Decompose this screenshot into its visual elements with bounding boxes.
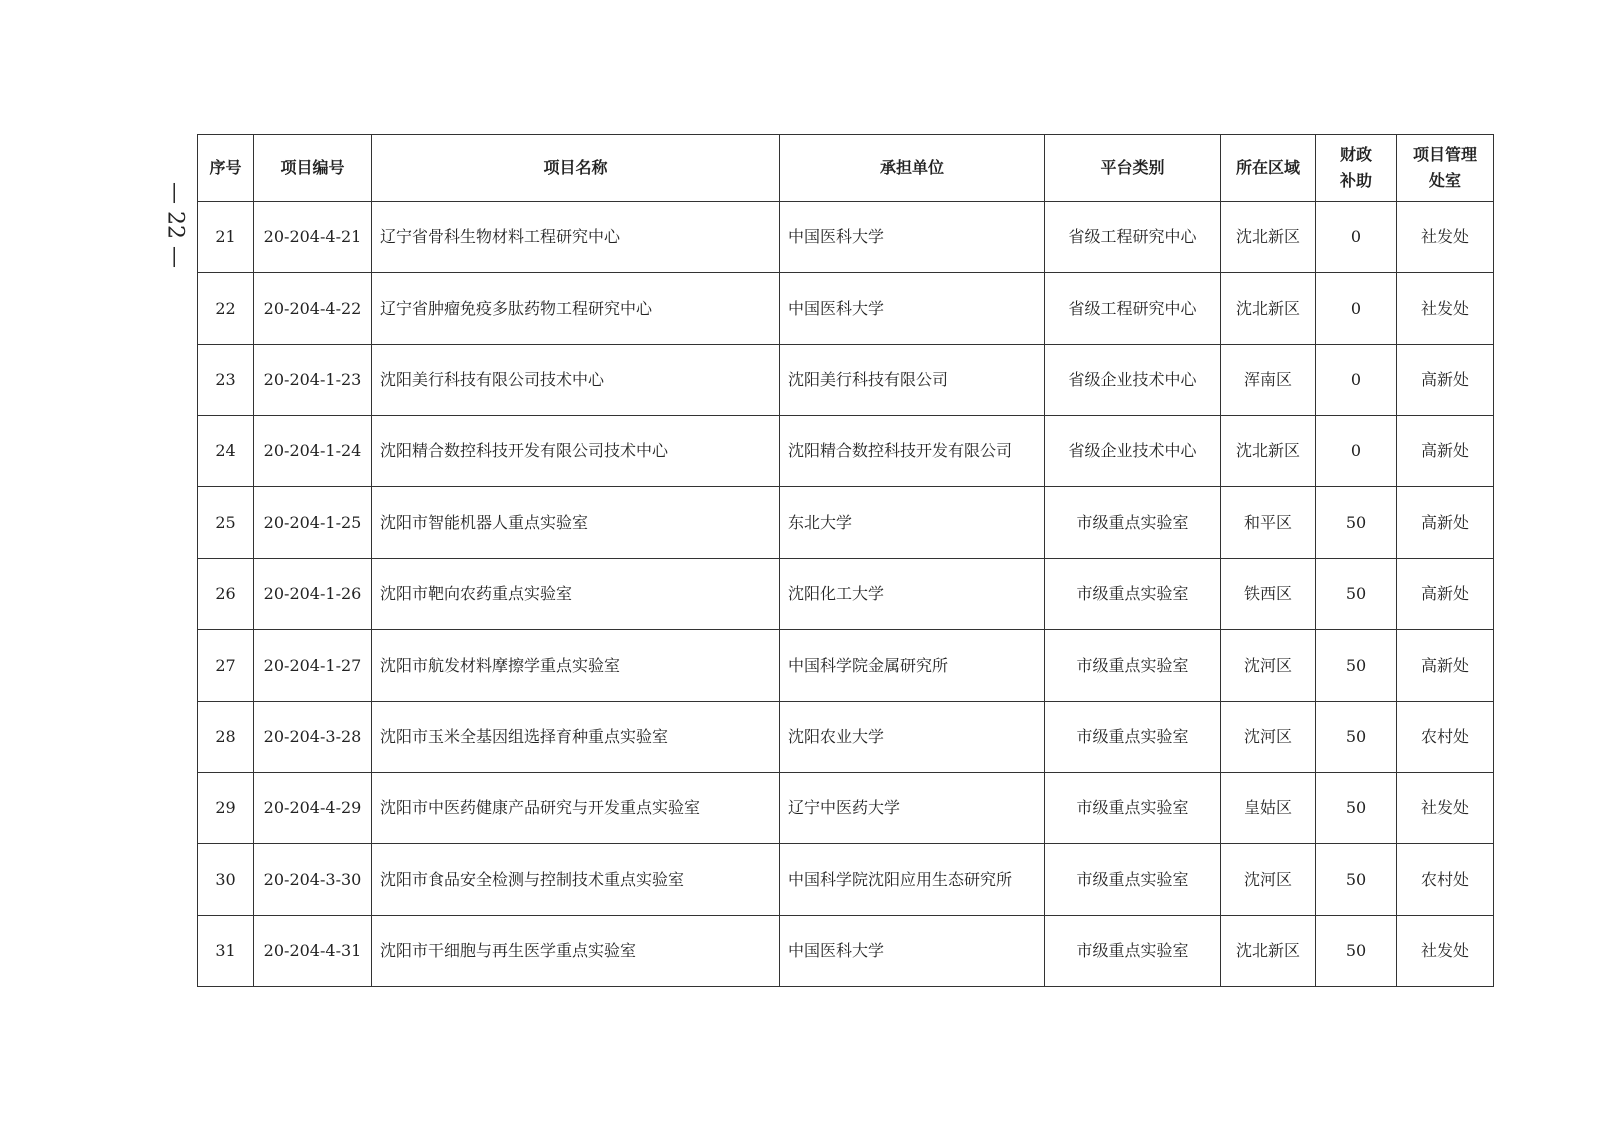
cell-index: 23 [198,344,254,415]
cell-undertaking-unit: 中国医科大学 [780,273,1045,344]
table-row [198,416,1494,487]
cell-project-name: 沈阳市干细胞与再生医学重点实验室 [372,915,780,986]
cell-fiscal-subsidy: 0 [1316,416,1397,487]
cell-project-name: 辽宁省肿瘤免疫多肽药物工程研究中心 [372,273,780,344]
cell-district: 沈河区 [1221,844,1316,915]
cell-project-name: 辽宁省骨科生物材料工程研究中心 [372,202,780,273]
header-management-office-line2: 处室 [1428,171,1461,190]
cell-platform-category: 市级重点实验室 [1045,701,1221,772]
cell-project-code: 20-204-3-28 [254,701,372,772]
cell-index: 30 [198,844,254,915]
cell-district: 沈北新区 [1221,273,1316,344]
cell-index: 22 [198,273,254,344]
cell-management-office: 高新处 [1397,558,1494,629]
cell-management-office: 社发处 [1397,772,1494,843]
table-row [198,630,1494,701]
cell-management-office: 高新处 [1397,344,1494,415]
cell-fiscal-subsidy: 50 [1316,915,1397,986]
cell-district: 浑南区 [1221,344,1316,415]
cell-project-name: 沈阳市中医药健康产品研究与开发重点实验室 [372,772,780,843]
cell-platform-category: 省级工程研究中心 [1045,273,1221,344]
cell-index: 26 [198,558,254,629]
cell-platform-category: 市级重点实验室 [1045,772,1221,843]
cell-district: 和平区 [1221,487,1316,558]
table-header-row [198,135,1494,202]
cell-undertaking-unit: 沈阳化工大学 [780,558,1045,629]
cell-platform-category: 省级企业技术中心 [1045,344,1221,415]
cell-project-code: 20-204-1-24 [254,416,372,487]
cell-project-name: 沈阳精合数控科技开发有限公司技术中心 [372,416,780,487]
page-number: — 22 — [162,182,188,268]
cell-management-office: 农村处 [1397,701,1494,772]
cell-fiscal-subsidy: 50 [1316,844,1397,915]
table-row [198,772,1494,843]
header-project-name: 项目名称 [372,135,780,202]
header-project-code: 项目编号 [254,135,372,202]
cell-project-code: 20-204-4-29 [254,772,372,843]
cell-project-code: 20-204-4-22 [254,273,372,344]
cell-district: 铁西区 [1221,558,1316,629]
cell-project-code: 20-204-1-26 [254,558,372,629]
cell-undertaking-unit: 中国医科大学 [780,202,1045,273]
cell-management-office: 社发处 [1397,273,1494,344]
cell-fiscal-subsidy: 0 [1316,202,1397,273]
cell-project-name: 沈阳市玉米全基因组选择育种重点实验室 [372,701,780,772]
header-undertaking-unit: 承担单位 [780,135,1045,202]
cell-undertaking-unit: 东北大学 [780,487,1045,558]
cell-platform-category: 市级重点实验室 [1045,487,1221,558]
cell-platform-category: 省级工程研究中心 [1045,202,1221,273]
cell-management-office: 高新处 [1397,416,1494,487]
cell-project-name: 沈阳市食品安全检测与控制技术重点实验室 [372,844,780,915]
cell-platform-category: 市级重点实验室 [1045,558,1221,629]
header-fiscal-subsidy [1316,135,1397,202]
cell-index: 27 [198,630,254,701]
cell-index: 29 [198,772,254,843]
cell-undertaking-unit: 沈阳精合数控科技开发有限公司 [780,416,1045,487]
cell-fiscal-subsidy: 50 [1316,558,1397,629]
cell-undertaking-unit: 中国医科大学 [780,915,1045,986]
project-table [197,134,1494,987]
table-row [198,487,1494,558]
cell-management-office: 高新处 [1397,487,1494,558]
cell-fiscal-subsidy: 0 [1316,273,1397,344]
cell-index: 24 [198,416,254,487]
table-row [198,701,1494,772]
header-management-office [1397,135,1494,202]
cell-undertaking-unit: 沈阳美行科技有限公司 [780,344,1045,415]
cell-platform-category: 市级重点实验室 [1045,630,1221,701]
header-district: 所在区域 [1221,135,1316,202]
header-platform-category: 平台类别 [1045,135,1221,202]
table-row [198,344,1494,415]
cell-platform-category: 市级重点实验室 [1045,915,1221,986]
cell-project-code: 20-204-4-31 [254,915,372,986]
cell-project-name: 沈阳市智能机器人重点实验室 [372,487,780,558]
cell-project-code: 20-204-1-27 [254,630,372,701]
table-row [198,844,1494,915]
header-fiscal-subsidy-line2: 补助 [1339,171,1372,190]
table-row [198,558,1494,629]
cell-index: 25 [198,487,254,558]
cell-project-name: 沈阳市航发材料摩擦学重点实验室 [372,630,780,701]
header-management-office-line1: 项目管理 [1412,145,1477,165]
cell-fiscal-subsidy: 50 [1316,701,1397,772]
cell-index: 31 [198,915,254,986]
header-fiscal-subsidy-line1: 财政 [1339,145,1372,165]
cell-fiscal-subsidy: 50 [1316,772,1397,843]
cell-fiscal-subsidy: 50 [1316,630,1397,701]
cell-project-code: 20-204-4-21 [254,202,372,273]
cell-management-office: 社发处 [1397,915,1494,986]
cell-project-code: 20-204-1-23 [254,344,372,415]
table-body [198,202,1494,987]
cell-district: 沈北新区 [1221,915,1316,986]
table-row [198,273,1494,344]
cell-index: 21 [198,202,254,273]
cell-district: 沈北新区 [1221,416,1316,487]
table-row [198,915,1494,986]
cell-project-name: 沈阳市靶向农药重点实验室 [372,558,780,629]
cell-undertaking-unit: 沈阳农业大学 [780,701,1045,772]
cell-platform-category: 市级重点实验室 [1045,844,1221,915]
cell-management-office: 农村处 [1397,844,1494,915]
cell-project-code: 20-204-3-30 [254,844,372,915]
cell-district: 沈河区 [1221,630,1316,701]
cell-undertaking-unit: 辽宁中医药大学 [780,772,1045,843]
cell-project-code: 20-204-1-25 [254,487,372,558]
cell-platform-category: 省级企业技术中心 [1045,416,1221,487]
table-row [198,202,1494,273]
cell-fiscal-subsidy: 50 [1316,487,1397,558]
cell-undertaking-unit: 中国科学院金属研究所 [780,630,1045,701]
header-index: 序号 [198,135,254,202]
cell-management-office: 高新处 [1397,630,1494,701]
cell-district: 沈北新区 [1221,202,1316,273]
cell-district: 皇姑区 [1221,772,1316,843]
cell-fiscal-subsidy: 0 [1316,344,1397,415]
cell-district: 沈河区 [1221,701,1316,772]
cell-management-office: 社发处 [1397,202,1494,273]
page-number-container [162,170,188,280]
cell-index: 28 [198,701,254,772]
cell-project-name: 沈阳美行科技有限公司技术中心 [372,344,780,415]
cell-undertaking-unit: 中国科学院沈阳应用生态研究所 [780,844,1045,915]
